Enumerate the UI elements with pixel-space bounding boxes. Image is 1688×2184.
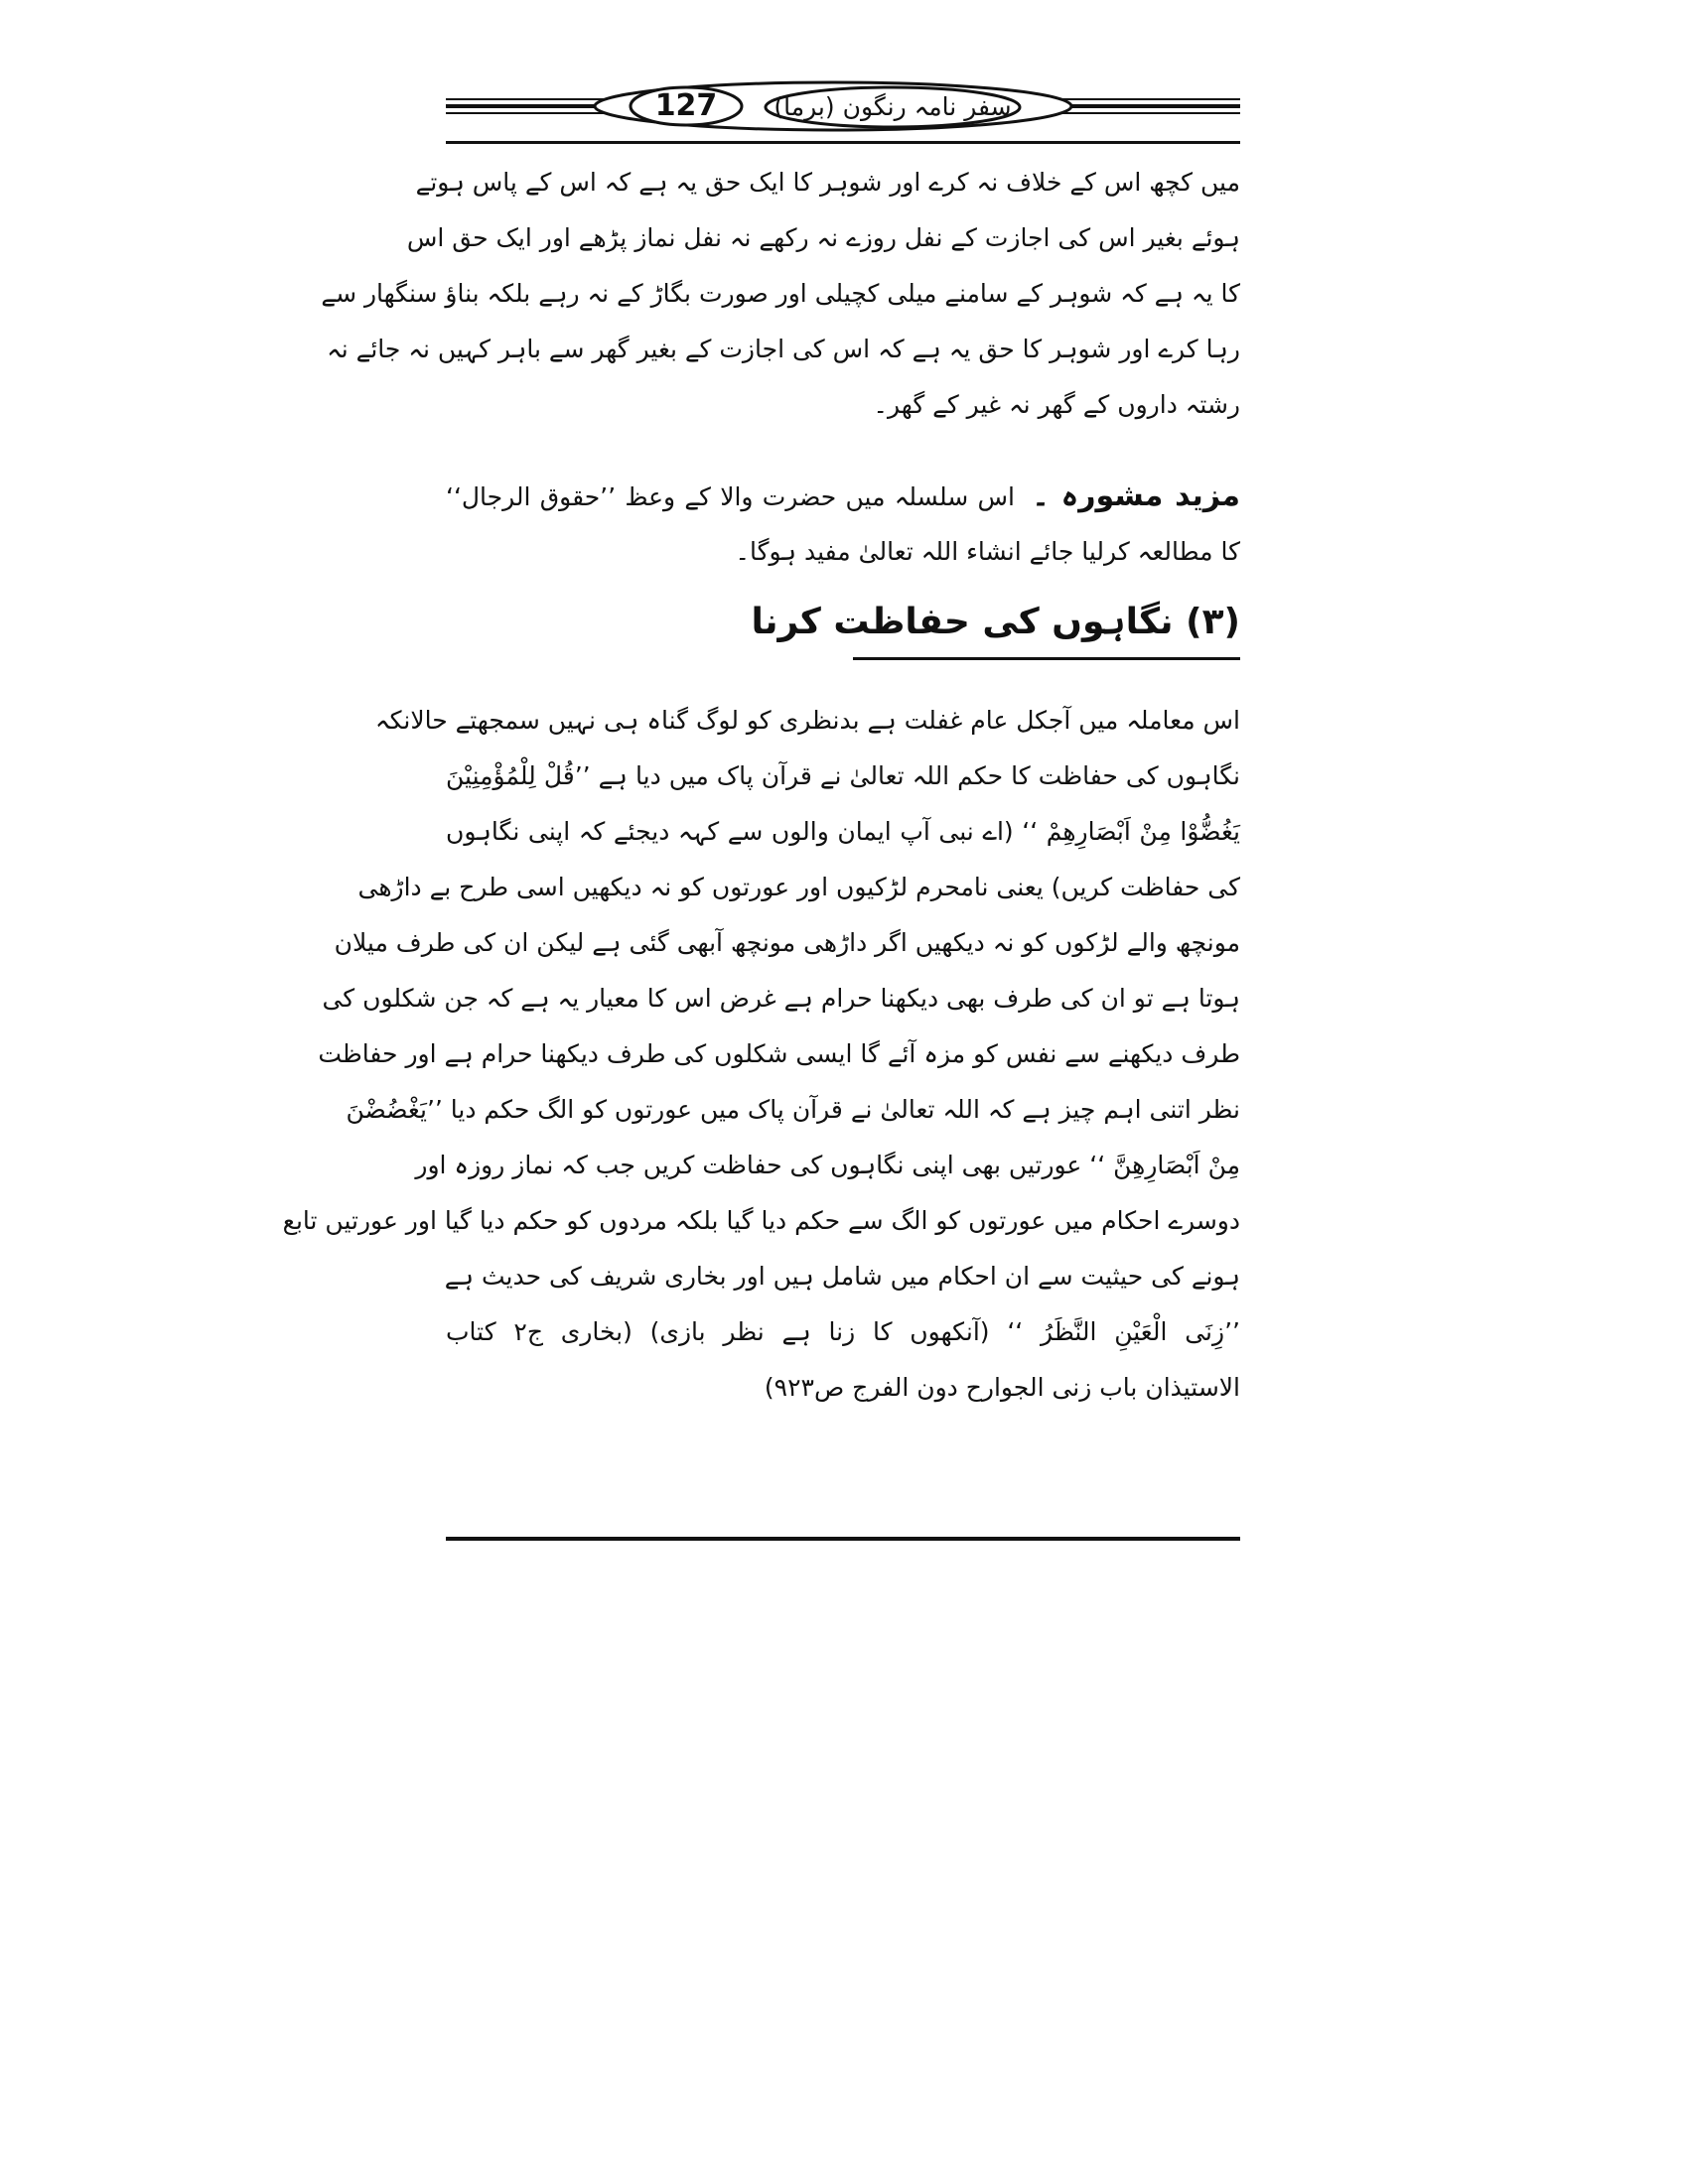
paragraph-3: [282, 693, 1240, 1416]
text-line: نظر اتنی اہم چیز ہے کہ اللہ تعالیٰ نے قرآن پاک میں عورتوں کو الگ حکم دیا ’’يَغْضُضْنَ: [346, 1095, 1240, 1124]
text-line: ہوتا ہے تو ان کی طرف بھی دیکھنا حرام ہے غرض اس کا معیار یہ ہے کہ جن شکلوں کی: [322, 984, 1240, 1013]
text-line: ’’زِنَى الْعَيْنِ النَّظَرُ ‘‘ (آنکھوں کا زنا ہے نظر بازی) (بخاری ج۲ کتاب: [446, 1317, 1240, 1346]
document-page: [282, 79, 1240, 1549]
text-line: میں کچھ اس کے خلاف نہ کرے اور شوہر کا ایک حق یہ ہے کہ اس کے پاس ہوتے: [415, 168, 1240, 197]
text-line: کی حفاظت کریں) یعنی نامحرم لڑکیوں اور عورتوں کو نہ دیکھیں اسی طرح بے داڑھی: [357, 873, 1240, 901]
footer-rule: [446, 1537, 1240, 1541]
section-heading-block: [446, 592, 1240, 667]
text-line: الاستیذان باب زنی الجوارح دون الفرج ص۹۲۳): [764, 1373, 1240, 1402]
text-line: کا مطالعہ کرلیا جائے انشاء اللہ تعالیٰ مفید ہوگا۔: [735, 537, 1240, 566]
page-number: 127: [654, 88, 718, 123]
text-line: طرف دیکھنے سے نفس کو مزہ آئے گا ایسی شکلوں کی طرف دیکھنا حرام ہے اور حفاظت: [318, 1039, 1240, 1068]
paragraph-1: [321, 155, 1240, 433]
header-rule: [446, 141, 1240, 144]
text-line: رہا کرے اور شوہر کا حق یہ ہے کہ اس کی اجازت کے بغیر گھر سے باہر کہیں نہ جائے نہ: [327, 335, 1240, 363]
text-line: رشتہ داروں کے گھر نہ غیر کے گھر۔: [873, 390, 1240, 419]
text-line: نگاہوں کی حفاظت کا حکم اللہ تعالیٰ نے قرآن پاک میں دیا ہے ’’قُلْ لِلْمُؤْمِنِيْنَ: [446, 761, 1240, 790]
heading-underline: [853, 657, 1240, 660]
text-line: کا یہ ہے کہ شوہر کے سامنے میلی کچیلی اور صورت بگاڑ کے نہ رہے بلکہ بناؤ سنگھار سے: [321, 279, 1240, 308]
subheading-mazeed-mashwara: مزید مشورہ ۔: [1032, 478, 1240, 513]
text-line: مِنْ اَبْصَارِهِنَّ ‘‘ عورتیں بھی اپنی نگاہوں کی حفاظت کریں جب کہ نماز روزہ اور: [415, 1151, 1240, 1179]
text-line: مونچھ والے لڑکوں کو نہ دیکھیں اگر داڑھی مونچھ آبھی گئی ہے لیکن ان کی طرف میلان: [334, 928, 1240, 957]
running-title: سفر نامہ رنگون (برما): [774, 92, 1012, 121]
text-line: دوسرے احکام میں عورتوں کو الگ سے حکم دیا گیا بلکہ مردوں کو حکم دیا گیا اور عورتیں تابع: [282, 1206, 1240, 1235]
text-line: [446, 469, 1240, 524]
text-line: يَغُضُّوْا مِنْ اَبْصَارِهِمْ ‘‘ (اے نبی آپ ایمان والوں سے کہہ دیجئے کہ اپنی نگاہوں: [446, 817, 1240, 846]
page-header: [446, 79, 1240, 145]
text-line: اس معاملہ میں آجکل عام غفلت ہے بدنظری کو لوگ گناہ ہی نہیں سمجھتے حالانکہ: [374, 706, 1240, 735]
text-fragment: اس سلسلہ میں حضرت والا کے وعظ ’’حقوق الرجال‘‘: [446, 482, 1015, 511]
text-line: ہونے کی حیثیت سے ان احکام میں شامل ہیں اور بخاری شریف کی حدیث ہے: [444, 1262, 1240, 1291]
section-heading: (۳) نگاہوں کی حفاظت کرنا: [751, 602, 1240, 642]
text-line: ہوئے بغیر اس کی اجازت کے نفل روزے نہ رکھے نہ نفل نماز پڑھے اور ایک حق اس: [406, 223, 1240, 252]
paragraph-2: [446, 469, 1240, 580]
